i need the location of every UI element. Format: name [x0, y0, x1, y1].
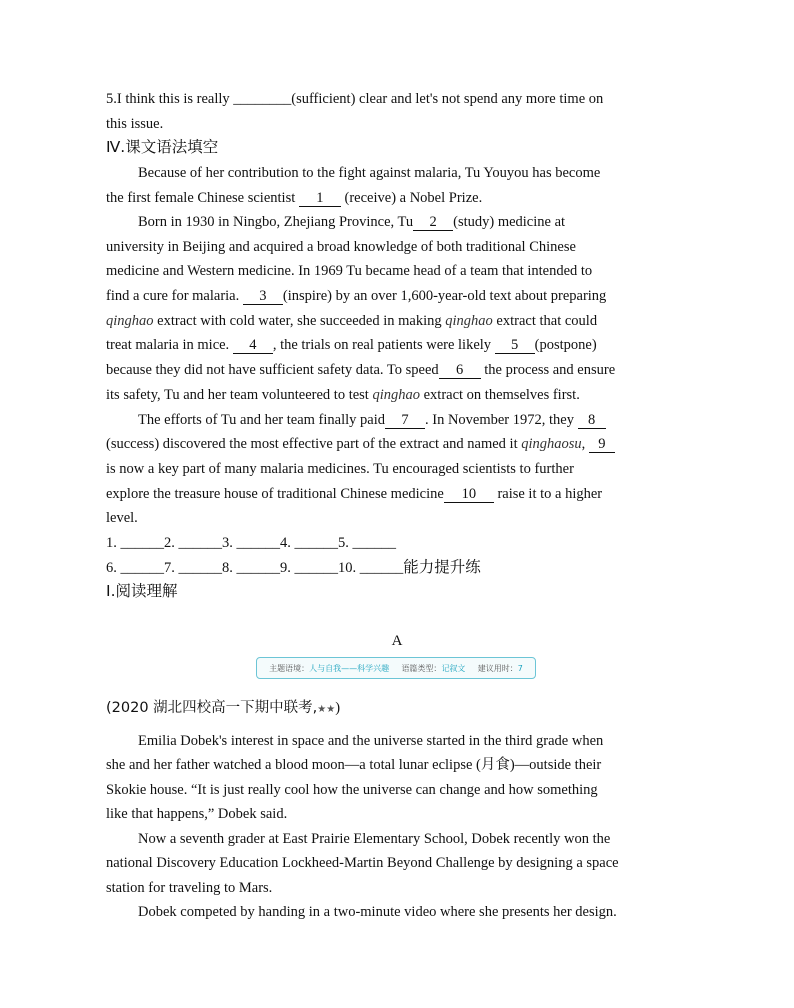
blank-2: 2 — [413, 214, 453, 231]
blank-6: 6 — [439, 362, 481, 379]
source-line — [106, 698, 340, 720]
text: the first female Chinese scientist — [106, 190, 299, 206]
passage-line — [138, 410, 606, 430]
tag-theme — [269, 663, 389, 674]
text: extract with cold water, she succeeded in making — [153, 313, 446, 329]
answer-row-1: 1. ______2. ______3. ______4. ______5. ______ — [106, 535, 396, 551]
passage-line — [138, 212, 565, 232]
question-5-line-1 — [106, 89, 603, 109]
tag-key: 建议用时： — [477, 663, 518, 673]
section-heading: 能力提升练 — [403, 558, 481, 576]
text: (study) medicine at — [453, 214, 566, 230]
passage-line — [106, 335, 597, 355]
blank-8: 8 — [578, 412, 606, 429]
difficulty-stars-icon: ★★ — [317, 704, 336, 715]
blank-1: 1 — [299, 190, 341, 207]
text: The efforts of Tu and her team finally paid — [138, 412, 385, 428]
text: (postpone) — [534, 337, 597, 353]
passage-line — [106, 484, 602, 504]
italic-term: qinghaosu — [521, 436, 582, 452]
blank-3: 3 — [243, 288, 283, 305]
italic-term: qinghao — [106, 313, 154, 329]
text: extract on themselves first. — [419, 387, 580, 403]
text: because they did not have sufficient safety data. To speed — [106, 362, 439, 378]
reading-line: Now a seventh grader at East Prairie Elementary School, Dobek recently won the — [138, 831, 611, 847]
text: 5.I think this is really — [106, 91, 234, 107]
text: explore the treasure house of traditional Chinese medicine — [106, 486, 444, 502]
text: , the trials on real patients were likely — [272, 337, 495, 353]
text: raise it to a higher — [493, 486, 603, 502]
text: its safety, Tu and her team volunteered to test — [106, 387, 373, 403]
text: . In November 1972, they — [424, 412, 578, 428]
text: the process and ensure — [480, 362, 616, 378]
text: , — [581, 436, 589, 452]
text: extract that could — [492, 313, 598, 329]
tag-value: 记叙文 — [441, 663, 466, 673]
text: (success) discovered the most effective part of the extract and named it — [106, 436, 522, 452]
italic-term: qinghao — [445, 313, 493, 329]
tag-type — [401, 663, 465, 674]
passage-line — [106, 188, 482, 208]
section-1-title: Ⅰ.阅读理解 — [106, 582, 178, 600]
tag-key: 主题语境： — [269, 663, 310, 673]
blank-9: 9 — [589, 436, 615, 453]
tag-value: 7 — [517, 663, 523, 673]
reading-line: like that happens,” Dobek said. — [106, 806, 288, 822]
text: (inspire) by an over 1,600-year-old text about preparing — [282, 288, 607, 304]
passage-line — [106, 311, 597, 331]
tag-key: 语篇类型： — [401, 663, 442, 673]
topic-tag-bar — [256, 657, 536, 679]
question-5-line-2: this issue. — [106, 116, 164, 132]
tag-time — [478, 663, 523, 674]
blank-10: 10 — [444, 486, 494, 503]
passage-line: level. — [106, 510, 138, 526]
passage-line — [106, 360, 615, 380]
passage-line — [106, 434, 615, 454]
text: 6. ______7. ______8. ______9. ______10. ______ — [106, 560, 404, 576]
text: find a cure for malaria. — [106, 288, 243, 304]
section-4-title: Ⅳ.课文语法填空 — [106, 138, 219, 156]
passage-line: Because of her contribution to the fight against malaria, Tu Youyou has become — [138, 165, 601, 181]
blank-4: 4 — [233, 337, 273, 354]
passage-line — [106, 286, 606, 306]
passage-line: is now a key part of many malaria medicines. Tu encouraged scientists to further — [106, 461, 574, 477]
text: Born in 1930 in Ningbo, Zhejiang Province, Tu — [138, 214, 414, 230]
reading-line: Dobek competed by handing in a two-minute video where she presents her design. — [138, 904, 617, 920]
blank-7: 7 — [385, 412, 425, 429]
answer-blank: ________ — [233, 91, 292, 107]
text: (sufficient) clear and let's not spend any more time on — [291, 91, 604, 107]
passage-line — [106, 385, 580, 405]
italic-term: qinghao — [372, 387, 420, 403]
text: (receive) a Nobel Prize. — [340, 190, 483, 206]
reading-line: Skokie house. “It is just really cool how the universe can change and how something — [106, 782, 598, 798]
text: treat malaria in mice. — [106, 337, 233, 353]
passage-label: A — [391, 633, 403, 649]
passage-line: medicine and Western medicine. In 1969 Tu became head of a team that intended to — [106, 263, 593, 279]
passage-line: university in Beijing and acquired a broad knowledge of both traditional Chinese — [106, 239, 576, 255]
reading-line: Emilia Dobek's interest in space and the universe started in the third grade when — [138, 733, 604, 749]
reading-line: she and her father watched a blood moon—a total lunar eclipse (月食)—outside their — [106, 757, 602, 773]
text: ) — [335, 700, 341, 716]
reading-line: national Discovery Education Lockheed-Martin Beyond Challenge by designing a space — [106, 855, 619, 871]
tag-value: 人与自我——科学兴趣 — [309, 663, 390, 673]
source-text: (2020 湖北四校高一下期中联考, — [106, 700, 318, 716]
answer-row-2 — [106, 557, 481, 578]
blank-5: 5 — [495, 337, 535, 354]
reading-line: station for traveling to Mars. — [106, 880, 273, 896]
